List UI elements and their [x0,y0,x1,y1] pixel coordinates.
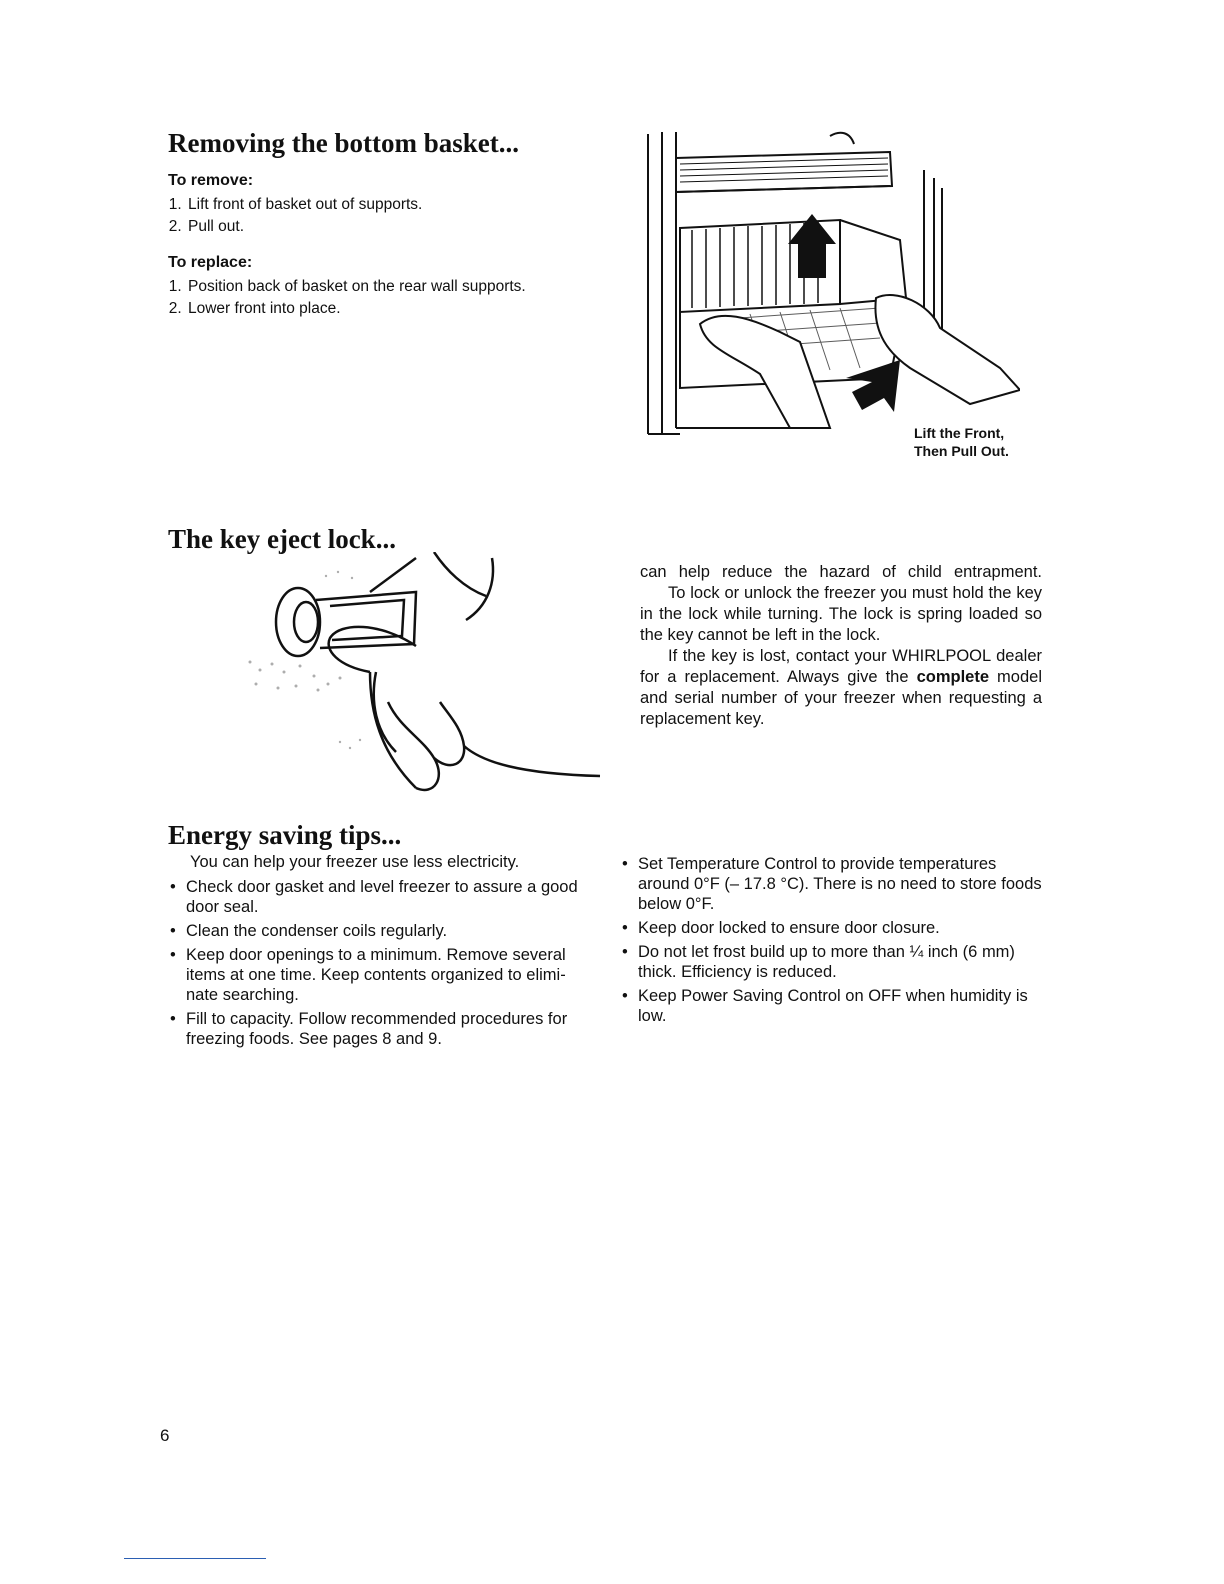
energy-saving-title: Energy saving tips... [168,820,402,850]
key-eject-lock-text [640,562,1042,730]
lock-paragraph-operation: To lock or unlock the freezer you must hold the key in the lock while turning. The lock is spring loaded so the key cannot be left in the lock. [640,584,1042,644]
energy-intro: You can help your freezer use less electricity. [190,853,520,871]
energy-tip: • Keep door openings to a minimum. Remove several items at one time. Keep contents organized to eliminate searching. [168,945,592,1005]
energy-tips-right-column [620,854,1046,1030]
caption-line: Then Pull Out. [914,443,1009,459]
energy-tip: • Keep Power Saving Control on OFF when humidity is low. [620,986,1046,1026]
to-replace-heading: To replace: [168,254,253,271]
page-number: 6 [160,1426,170,1445]
energy-tip: • Do not let frost build up to more than ¼ inch (6 mm) thick. Efficiency is reduced. [620,942,1046,982]
energy-tips-left-column [168,852,592,1053]
replacement-text-bold: complete [916,668,990,686]
key-eject-lock-title: The key eject lock... [168,524,396,554]
removing-basket-title: Removing the bottom basket... [168,128,519,158]
lock-paragraph-hazard [640,562,1042,583]
energy-tip: • Fill to capacity. Follow recommended procedures for freezing foods. See pages 8 and 9. [168,1009,592,1049]
replacement-text-end: model and serial number of your freezer when requesting a replacement key. [640,668,1042,728]
replace-steps-list [168,276,608,320]
lock-paragraph-hazard-text: can help reduce the hazard of child entrapment. [640,563,1042,581]
lock-paragraph-replacement [640,646,1042,730]
energy-tip: • Check door gasket and level freezer to assure a good door seal. [168,877,592,917]
energy-tip: • Set Temperature Control to provide temperatures around 0°F (– 17.8 °C). There is no need to store foods below 0°F. [620,854,1046,914]
replacement-text-start: If the key is lost, contact your WHIRLPOOL dealer for a replacement. Always give the [640,647,1042,686]
key-in-lock-illustration [220,552,604,792]
replace-step: 2. Lower front into place. [186,298,608,320]
energy-tip: • Clean the condenser coils regularly. [168,921,592,941]
remove-step: 2. Pull out. [186,216,608,238]
replace-step: 1. Position back of basket on the rear wall supports. [186,276,608,298]
basket-removal-illustration [640,128,1020,444]
to-remove-heading: To remove: [168,172,254,189]
footer-rule [124,1558,266,1559]
remove-step: 1. Lift front of basket out of supports. [186,194,608,216]
illustration-caption [914,424,1009,460]
energy-tips-left-list [168,877,592,1049]
energy-tip: • Keep door locked to ensure door closure. [620,918,1046,938]
energy-tips-right-list [620,854,1046,1026]
caption-line: Lift the Front, [914,425,1005,441]
removing-basket-instructions [168,172,608,320]
remove-steps-list [168,194,608,238]
